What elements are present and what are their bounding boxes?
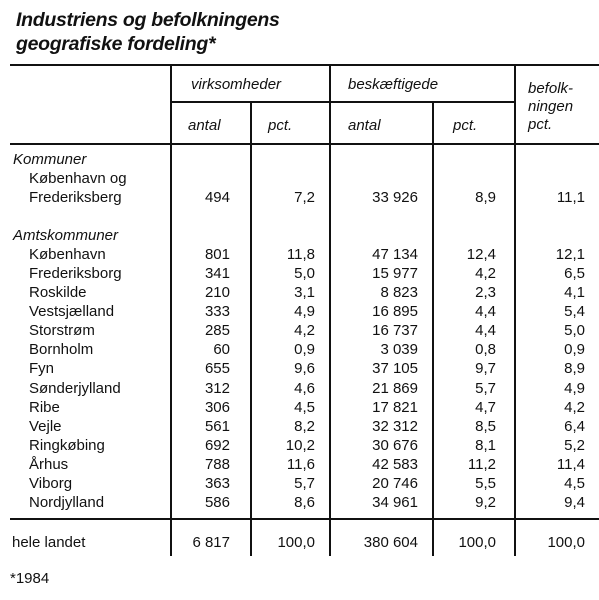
row-virk-pct: 5,7 [294, 475, 315, 492]
row-besk-antal: 32 312 [372, 418, 418, 435]
footnote: *1984 [10, 570, 50, 587]
row-name: København [29, 246, 106, 263]
row-name: Århus [29, 456, 69, 473]
header-befolkningen-3: pct. [528, 116, 553, 133]
header-befolkningen-1: befolk- [528, 80, 574, 97]
row-besk-pct: 9,7 [475, 360, 496, 377]
row-besk-pct: 5,7 [475, 380, 496, 397]
row-virk-pct: 4,5 [294, 399, 315, 416]
total-virk-antal: 6 817 [192, 534, 230, 551]
row-virk-pct: 4,9 [294, 303, 315, 320]
row-name: Ringkøbing [29, 437, 105, 454]
row-besk-antal: 47 134 [372, 246, 418, 263]
row-befolk-pct: 6,5 [564, 265, 585, 282]
header-antal-2: antal [348, 117, 381, 134]
row-besk-pct: 5,5 [475, 475, 496, 492]
row-besk-pct: 8,5 [475, 418, 496, 435]
row-besk-antal: 34 961 [372, 494, 418, 511]
row-besk-antal: 30 676 [372, 437, 418, 454]
table-title-line-1: Industriens og befolkningens [16, 9, 280, 31]
kommuner-virk-pct: 7,2 [294, 189, 315, 206]
kommuner-virk-antal: 494 [204, 189, 230, 206]
total-rule [10, 518, 599, 520]
row-virk-antal: 363 [204, 475, 230, 492]
row-name: Frederiksborg [29, 265, 122, 282]
row-befolk-pct: 5,0 [564, 322, 585, 339]
row-virk-pct: 5,0 [294, 265, 315, 282]
row-virk-antal: 306 [204, 399, 230, 416]
row-virk-pct: 4,2 [294, 322, 315, 339]
row-virk-antal: 312 [204, 380, 230, 397]
row-besk-pct: 9,2 [475, 494, 496, 511]
kommuner-besk-pct: 8,9 [475, 189, 496, 206]
header-virksomheder: virksomheder [191, 76, 282, 93]
kommuner-besk-antal: 33 926 [372, 189, 418, 206]
row-besk-antal: 15 977 [372, 265, 418, 282]
kommuner-befolk-pct: 11,1 [556, 189, 585, 206]
row-virk-antal: 586 [204, 494, 230, 511]
row-virk-pct: 11,8 [286, 246, 315, 263]
section-amtskommuner: Amtskommuner [13, 227, 119, 244]
row-besk-antal: 16 895 [372, 303, 418, 320]
total-besk-antal: 380 604 [363, 534, 418, 551]
header-pct-1: pct. [268, 117, 293, 134]
row-name: Bornholm [29, 341, 94, 358]
row-virk-pct: 0,9 [294, 341, 315, 358]
kommuner-name-line-2: Frederiksberg [29, 189, 122, 206]
row-befolk-pct: 4,2 [564, 399, 585, 416]
row-name: Nordjylland [29, 494, 105, 511]
row-virk-antal: 801 [204, 246, 230, 263]
row-virk-antal: 333 [204, 303, 230, 320]
row-befolk-pct: 6,4 [564, 418, 585, 435]
row-besk-antal: 17 821 [372, 399, 418, 416]
total-virk-pct: 100,0 [277, 534, 315, 551]
row-besk-antal: 20 746 [372, 475, 418, 492]
row-name: Storstrøm [29, 322, 95, 339]
row-name: Roskilde [29, 284, 87, 301]
row-virk-antal: 341 [204, 265, 230, 282]
row-name: Ribe [29, 399, 60, 416]
row-name: Vestsjælland [29, 303, 115, 320]
row-besk-antal: 3 039 [380, 341, 418, 358]
header-antal-1: antal [188, 117, 221, 134]
row-virk-antal: 210 [204, 284, 230, 301]
row-virk-pct: 4,6 [294, 380, 315, 397]
row-besk-pct: 4,2 [475, 265, 496, 282]
row-befolk-pct: 12,1 [555, 246, 585, 263]
row-virk-antal: 561 [204, 418, 230, 435]
subheader-rule [170, 101, 515, 103]
row-name: Vejle [29, 418, 62, 435]
row-name: Fyn [29, 360, 55, 377]
row-besk-antal: 37 105 [372, 360, 418, 377]
row-besk-pct: 4,7 [475, 399, 496, 416]
header-beskaeftigede: beskæftigede [348, 76, 439, 93]
row-virk-antal: 788 [204, 456, 230, 473]
row-befolk-pct: 4,9 [564, 380, 585, 397]
total-name: hele landet [12, 534, 86, 551]
kommuner-name-line-1: København og [29, 170, 127, 187]
row-befolk-pct: 4,1 [564, 284, 585, 301]
row-befolk-pct: 8,9 [564, 360, 585, 377]
row-befolk-pct: 0,9 [564, 341, 585, 358]
section-kommuner: Kommuner [13, 151, 87, 168]
row-besk-antal: 8 823 [380, 284, 418, 301]
row-virk-pct: 8,6 [294, 494, 315, 511]
row-virk-pct: 9,6 [294, 360, 315, 377]
row-besk-pct: 12,4 [466, 246, 496, 263]
row-besk-pct: 8,1 [475, 437, 496, 454]
header-bottom-rule [10, 143, 599, 145]
row-besk-antal: 16 737 [372, 322, 418, 339]
total-besk-pct: 100,0 [458, 534, 496, 551]
row-virk-antal: 60 [213, 341, 230, 358]
table-title-line-2: geografiske fordeling* [16, 33, 216, 55]
row-besk-pct: 4,4 [475, 322, 496, 339]
row-befolk-pct: 4,5 [564, 475, 585, 492]
row-befolk-pct: 11,4 [556, 456, 585, 473]
row-besk-pct: 2,3 [475, 284, 496, 301]
row-virk-antal: 285 [204, 322, 230, 339]
row-besk-antal: 21 869 [372, 380, 418, 397]
row-name: Sønderjylland [29, 380, 121, 397]
row-besk-pct: 0,8 [475, 341, 496, 358]
row-befolk-pct: 9,4 [564, 494, 585, 511]
row-besk-antal: 42 583 [372, 456, 418, 473]
row-befolk-pct: 5,2 [564, 437, 585, 454]
total-befolk-pct: 100,0 [547, 534, 585, 551]
row-virk-pct: 10,2 [285, 437, 315, 454]
row-virk-antal: 655 [204, 360, 230, 377]
top-rule [10, 64, 599, 66]
row-besk-pct: 11,2 [467, 456, 496, 473]
header-pct-2: pct. [453, 117, 478, 134]
row-virk-pct: 11,6 [286, 456, 315, 473]
row-virk-pct: 3,1 [294, 284, 315, 301]
row-name: Viborg [29, 475, 73, 492]
header-befolkningen-2: ningen [528, 98, 574, 115]
row-befolk-pct: 5,4 [564, 303, 585, 320]
row-virk-antal: 692 [204, 437, 230, 454]
row-besk-pct: 4,4 [475, 303, 496, 320]
row-virk-pct: 8,2 [294, 418, 315, 435]
